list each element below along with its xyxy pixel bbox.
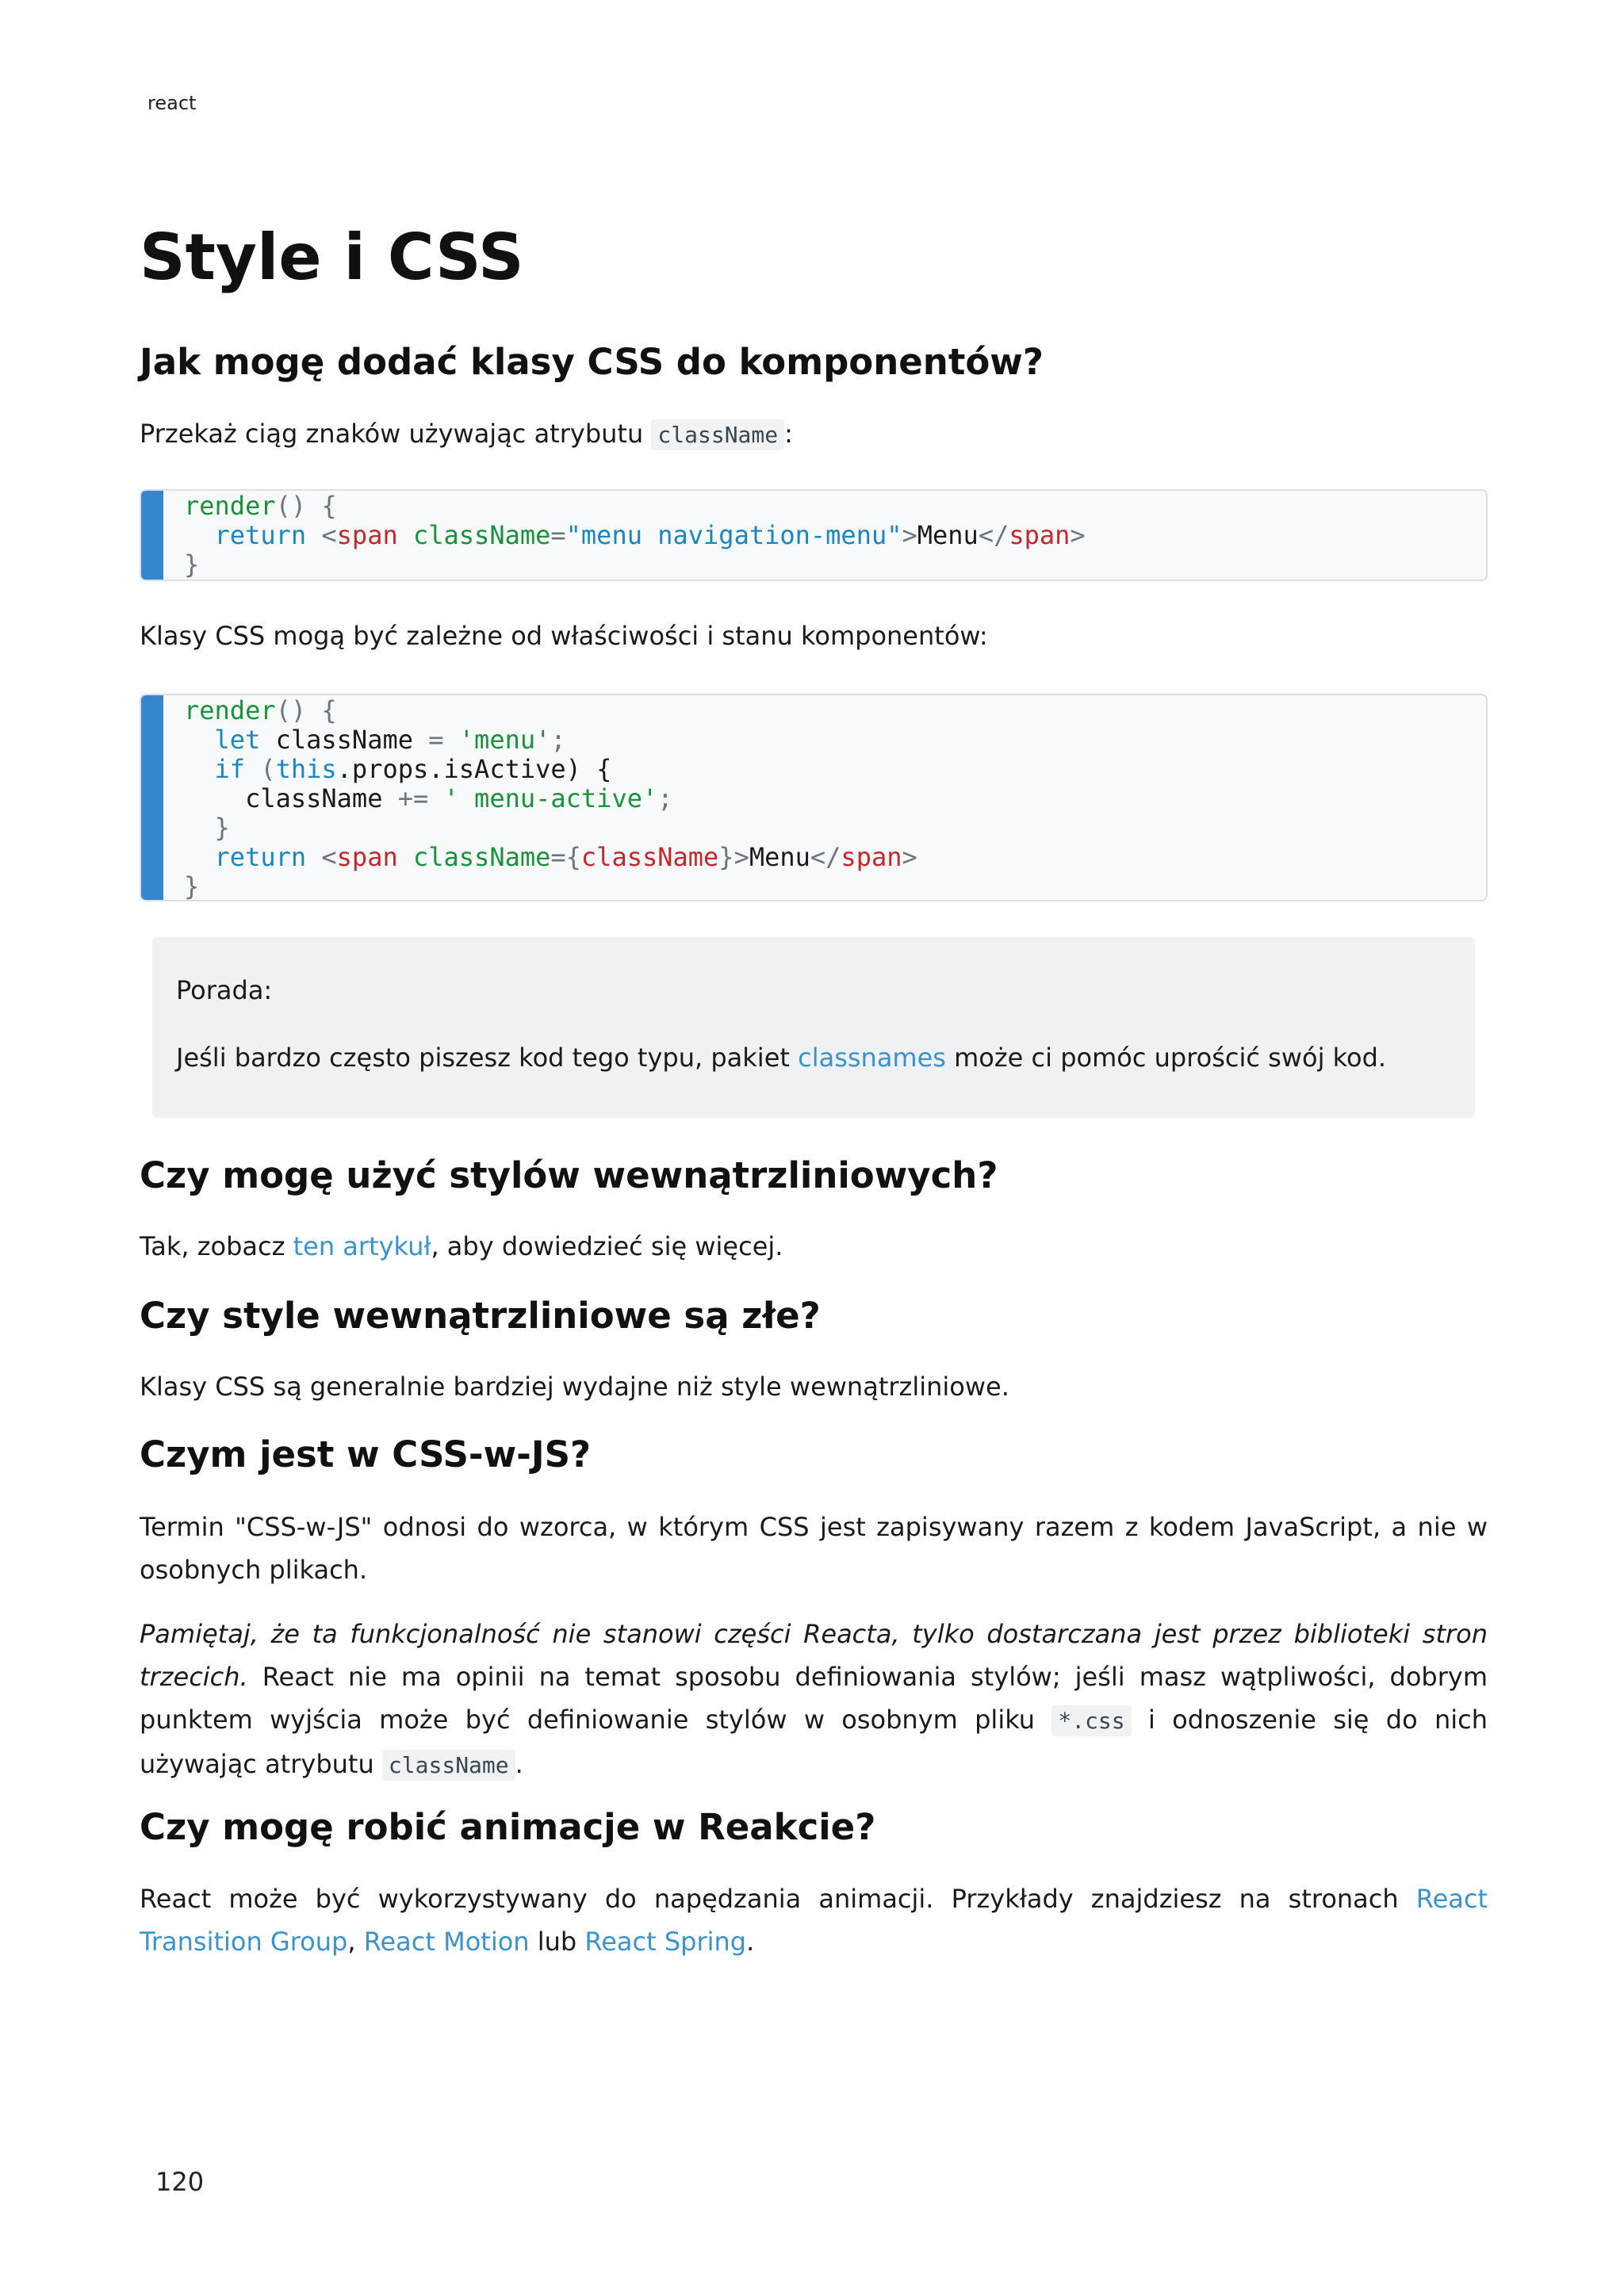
paragraph-css-in-js-1: Termin "CSS-w-JS" odnosi do wzorca, w którym CSS jest zapisywany razem z kodem JavaScript, a nie w osobnych plikach. <box>140 1512 1488 1585</box>
code-block-2-content: render() { let className = 'menu'; if (this.props.isActive) { className += ' menu-active'; } return <span className={className}>Menu</span> } <box>184 695 917 901</box>
code-block-1-content: render() { return <span className="menu navigation-menu">Menu</span> } <box>184 491 1086 580</box>
react-spring-link[interactable]: React Spring <box>584 1927 747 1957</box>
heading-animations: Czy mogę robić animacje w Reakcie? <box>140 1806 876 1848</box>
react-motion-link[interactable]: React Motion <box>363 1927 530 1957</box>
paragraph-dependent-classes: Klasy CSS mogą być zależne od właściwości i stanu komponentów: <box>140 621 988 651</box>
paragraph-animations <box>140 1877 1488 1963</box>
text: i odnoszenie się do nich używając atrybutu <box>140 1705 1488 1779</box>
text: Jeśli bardzo często piszesz kod tego typu, pakiet <box>176 1043 799 1073</box>
page-title: Style i CSS <box>140 220 524 294</box>
paragraph-css-in-js-2 <box>140 1613 1488 1787</box>
text: . <box>746 1927 755 1957</box>
heading-inline-styles-bad: Czy style wewnątrzliniowe są złe? <box>140 1295 821 1337</box>
text: React może być wykorzystywany do napędzania animacji. Przykłady znajdziesz na stronach <box>140 1884 1416 1914</box>
paragraph-inline-styles-bad: Klasy CSS są generalnie bardziej wydajne niż style wewnątrzliniowe. <box>140 1372 1009 1402</box>
inline-code: className <box>651 419 784 450</box>
running-header: react <box>147 92 197 114</box>
text: , <box>347 1927 364 1957</box>
article-link[interactable]: ten artykuł <box>293 1231 431 1261</box>
inline-code: className <box>382 1750 515 1781</box>
italic-text: Pamiętaj, że ta funkcjonalność nie stanowi części Reacta, tylko dostarczana jest przez biblioteki stron trzecich. <box>140 1619 1488 1692</box>
text: React nie ma opinii na temat sposobu definiowania stylów; jeśli masz wątpliwości, dobrym punktem wyjścia może być definiowanie stylów w osobnym pliku <box>140 1662 1488 1735</box>
inline-code: *.css <box>1051 1705 1131 1736</box>
page-number: 120 <box>155 2167 205 2197</box>
text: może ci pomóc uprościć swój kod. <box>945 1043 1387 1073</box>
code-block-accent <box>141 695 163 900</box>
code-block-2 <box>140 694 1488 901</box>
text: Tak, zobacz <box>140 1231 293 1261</box>
text: : <box>784 419 793 449</box>
paragraph-inline-styles <box>140 1225 1488 1268</box>
tip-box <box>152 937 1475 1118</box>
text: , aby dowiedzieć się więcej. <box>431 1231 783 1261</box>
classnames-link[interactable]: classnames <box>798 1043 946 1073</box>
tip-label: Porada: <box>176 975 273 1005</box>
paragraph-classname-intro <box>140 412 1488 457</box>
text: . <box>515 1749 523 1779</box>
react-transition-group-link[interactable]: React Transition Group <box>140 1884 1488 1957</box>
tip-text <box>176 1043 1386 1073</box>
heading-css-in-js: Czym jest w CSS-w-JS? <box>140 1433 592 1475</box>
text: Przekaż ciąg znaków używając atrybutu <box>140 419 652 449</box>
text: lub <box>529 1927 585 1957</box>
code-block-accent <box>141 491 163 580</box>
heading-inline-styles: Czy mogę użyć stylów wewnątrzliniowych? <box>140 1154 998 1196</box>
code-block-1 <box>140 489 1488 581</box>
heading-css-classes: Jak mogę dodać klasy CSS do komponentów? <box>140 341 1044 383</box>
